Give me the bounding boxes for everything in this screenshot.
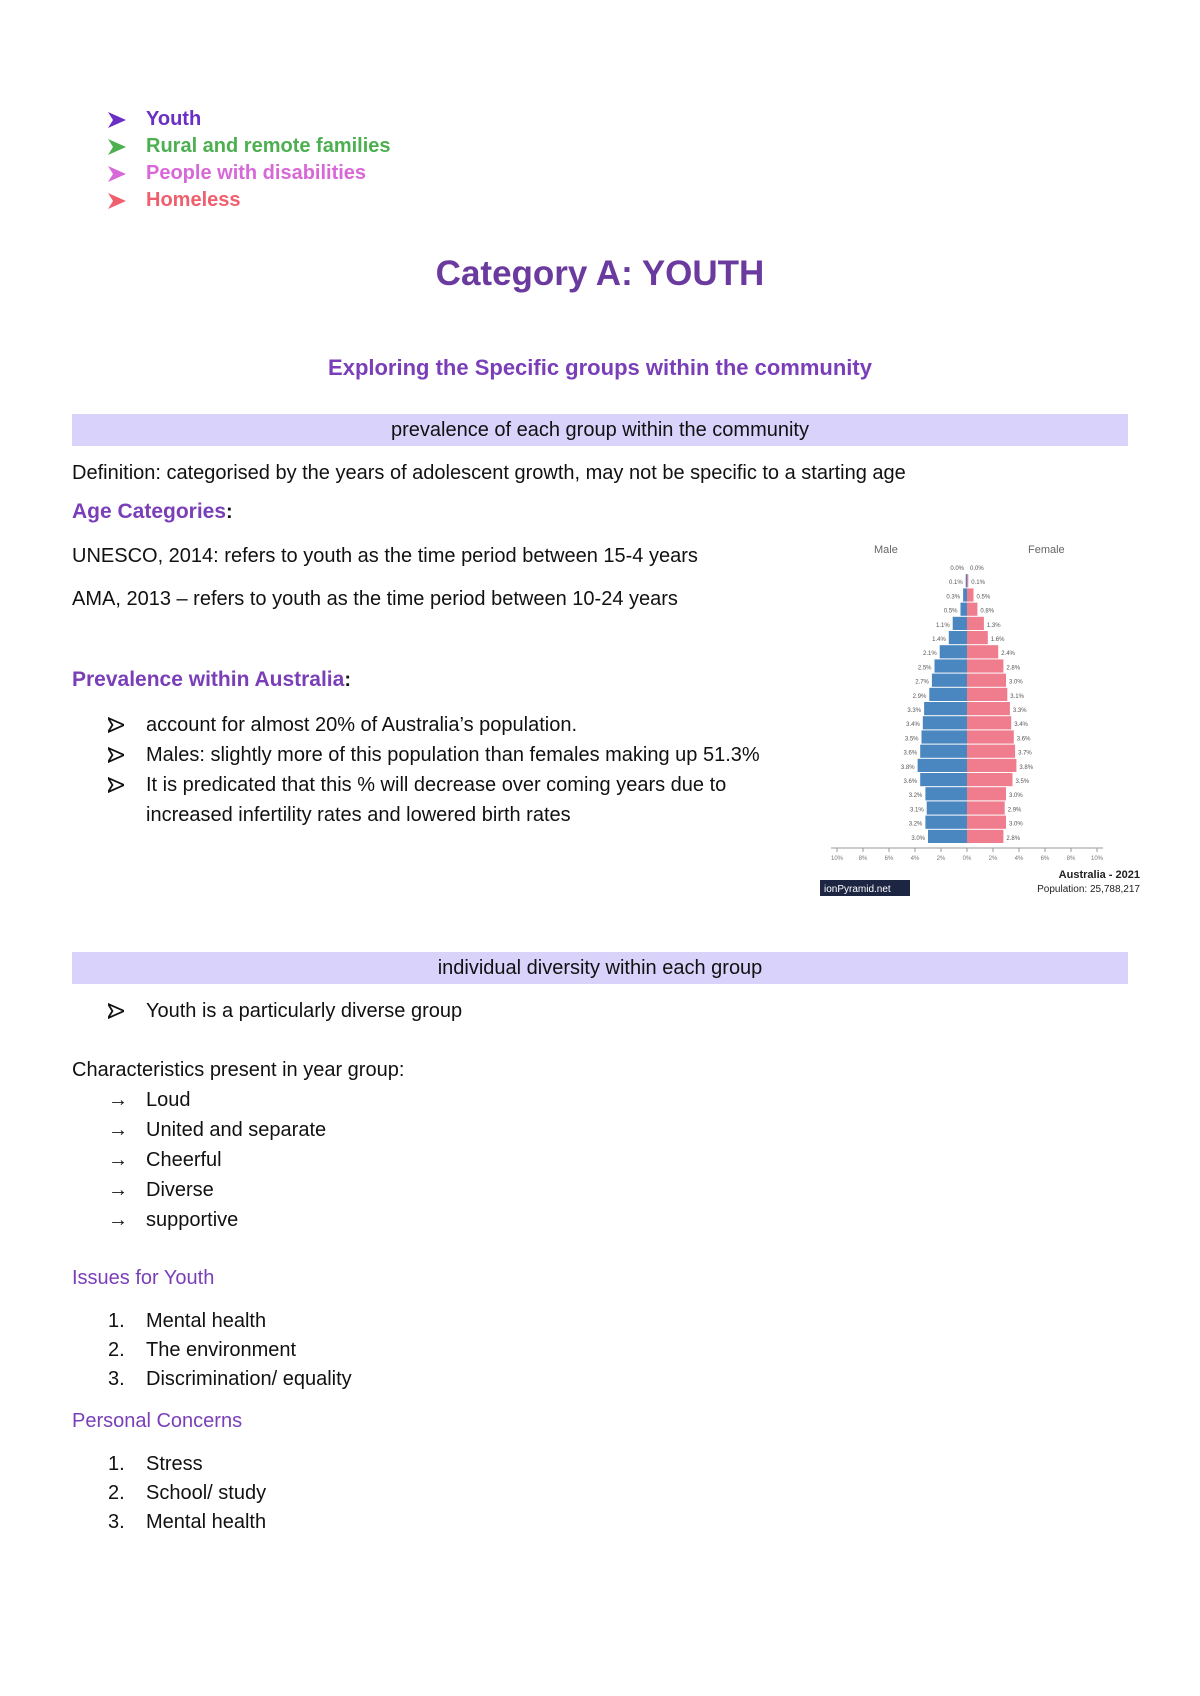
characteristic-text: supportive <box>146 1209 239 1231</box>
section-bar-diversity: individual diversity within each group <box>72 952 1128 984</box>
x-tick-label: 2% <box>988 856 998 862</box>
male-bar <box>932 674 967 687</box>
group-item-homeless <box>108 187 508 214</box>
female-bar <box>967 716 1011 729</box>
female-value-label: 0.8% <box>980 608 995 615</box>
male-bar <box>949 631 967 644</box>
female-value-label: 2.8% <box>1006 665 1021 672</box>
group-label: Rural and remote families <box>146 135 391 157</box>
x-tick-label: 6% <box>1040 856 1050 862</box>
female-bar <box>967 688 1007 701</box>
group-label: Homeless <box>146 189 241 211</box>
male-value-label: 3.6% <box>903 779 918 785</box>
arrow-bullet-icon <box>108 747 124 763</box>
female-value-label: 3.3% <box>1012 708 1027 714</box>
list-item <box>108 740 808 770</box>
unesco-text: UNESCO, 2014: refers to youth as the time period between 15-4 years <box>72 545 698 567</box>
female-bar <box>967 574 968 587</box>
group-item-youth <box>108 106 508 133</box>
arrow-bullet-icon <box>108 166 126 182</box>
heading-colon: : <box>344 669 351 691</box>
male-value-label: 0.3% <box>946 594 961 601</box>
male-value-label: 2.1% <box>923 651 937 658</box>
female-bar <box>967 787 1006 800</box>
population-pyramid-chart <box>820 538 1142 900</box>
female-bar <box>967 830 1003 843</box>
female-value-label: 2.8% <box>1006 835 1021 842</box>
bullet-text: Males: slightly more of this population than females making up 51.3% <box>146 744 760 766</box>
characteristic-text: United and separate <box>146 1119 327 1141</box>
source-label: ionPyramid.net <box>824 884 891 895</box>
arrow-right-icon: → <box>108 1089 128 1111</box>
population-label: Population: 25,788,217 <box>1037 884 1140 895</box>
issue-text: Mental health <box>146 1310 267 1332</box>
arrow-bullet-icon <box>108 777 124 793</box>
female-value-label: 3.6% <box>1016 736 1031 743</box>
list-number: 2. <box>108 1482 125 1504</box>
female-bar <box>967 816 1006 829</box>
female-bar <box>967 659 1003 672</box>
female-bar <box>967 759 1016 772</box>
concern-text: School/ study <box>146 1482 267 1504</box>
female-value-label: 0.1% <box>971 580 985 587</box>
female-bar <box>967 773 1013 786</box>
issue-text: The environment <box>146 1339 297 1361</box>
male-bar <box>923 716 967 729</box>
male-bar <box>940 645 967 658</box>
arrow-bullet-icon <box>108 112 126 128</box>
age-categories-label: Age Categories <box>72 500 227 523</box>
characteristic-text: Loud <box>146 1089 191 1111</box>
female-bar <box>967 645 998 658</box>
arrow-right-icon: → <box>108 1119 128 1141</box>
female-label: Female <box>1028 544 1065 556</box>
female-value-label: 1.6% <box>990 637 1005 643</box>
group-item-disabilities <box>108 160 508 187</box>
female-bar <box>967 617 984 630</box>
issue-text: Discrimination/ equality <box>146 1368 352 1390</box>
group-label: People with disabilities <box>146 162 367 184</box>
x-tick-label: 10% <box>1090 856 1104 862</box>
male-label: Male <box>874 544 898 556</box>
male-bar <box>920 773 967 786</box>
list-item <box>108 770 808 830</box>
male-value-label: 3.6% <box>903 750 918 757</box>
male-bar <box>925 787 967 800</box>
characteristic-text: Diverse <box>146 1179 214 1201</box>
bullet-text: Youth is a particularly diverse group <box>146 1000 463 1022</box>
female-value-label: 1.3% <box>986 622 1001 629</box>
female-value-label: 2.4% <box>1001 651 1015 658</box>
list-number: 1. <box>108 1453 125 1475</box>
characteristic-text: Cheerful <box>146 1149 222 1171</box>
bullet-text: It is predicated that this % will decrease over coming years due to increased infertility rates and lowered birth rates <box>146 774 727 826</box>
x-tick-label: 4% <box>1014 856 1024 862</box>
concerns-heading: Personal Concerns <box>72 1410 243 1432</box>
male-value-label: 1.1% <box>936 622 950 629</box>
female-value-label: 3.0% <box>1009 793 1023 800</box>
female-bar <box>967 801 1005 814</box>
male-bar <box>935 659 968 672</box>
issues-heading: Issues for Youth <box>72 1267 215 1289</box>
arrow-right-icon: → <box>108 1209 128 1231</box>
page-title: Category A: YOUTH <box>435 254 765 293</box>
male-value-label: 3.2% <box>908 821 923 828</box>
male-value-label: 2.7% <box>915 679 929 686</box>
ama-text: AMA, 2013 – refers to youth as the time period between 10-24 years <box>72 588 678 610</box>
heading-colon: : <box>226 501 233 523</box>
female-value-label: 3.8% <box>1019 764 1034 771</box>
female-bar <box>967 745 1015 758</box>
male-bar <box>953 617 967 630</box>
chart-title: Australia - 2021 <box>1058 869 1140 881</box>
group-list <box>108 106 508 214</box>
male-bar <box>966 574 967 587</box>
prevalence-label: Prevalence within Australia <box>72 668 345 691</box>
male-value-label: 3.0% <box>911 835 925 842</box>
male-value-label: 0.1% <box>949 580 963 587</box>
female-value-label: 3.0% <box>1009 821 1023 828</box>
x-tick-label: 0% <box>962 856 972 862</box>
page-subtitle: Exploring the Specific groups within the community <box>328 355 872 380</box>
female-value-label: 3.0% <box>1009 679 1023 686</box>
list-number: 2. <box>108 1339 125 1361</box>
female-bar <box>967 730 1014 743</box>
list-item <box>108 996 808 1026</box>
prevalence-heading <box>72 666 351 694</box>
bullet-text: account for almost 20% of Australia’s population. <box>146 714 577 736</box>
male-bar <box>963 588 967 601</box>
arrow-bullet-icon <box>108 193 126 209</box>
female-bar <box>967 674 1006 687</box>
arrow-bullet-icon <box>108 139 126 155</box>
female-value-label: 3.1% <box>1010 693 1024 700</box>
characteristics-heading: Characteristics present in year group: <box>72 1059 405 1081</box>
male-value-label: 3.5% <box>904 736 919 743</box>
female-value-label: 2.9% <box>1007 807 1022 814</box>
male-value-label: 1.4% <box>932 637 946 643</box>
arrow-bullet-icon <box>108 1003 124 1019</box>
male-value-label: 3.2% <box>908 793 923 800</box>
x-tick-label: 8% <box>858 856 868 862</box>
x-tick-label: 2% <box>936 856 946 862</box>
male-bar <box>918 759 967 772</box>
definition-text: Definition: categorised by the years of adolescent growth, may not be specific to a starting age <box>72 462 906 484</box>
male-value-label: 3.3% <box>907 708 922 714</box>
x-tick-label: 4% <box>910 856 920 862</box>
list-number: 3. <box>108 1511 125 1533</box>
x-tick-label: 6% <box>884 856 894 862</box>
pyramid-bars <box>901 566 1034 843</box>
male-bar <box>961 603 968 616</box>
male-bar <box>927 801 967 814</box>
female-value-label: 0.0% <box>970 566 984 572</box>
male-value-label: 0.0% <box>950 566 964 572</box>
male-bar <box>924 702 967 715</box>
age-categories-heading <box>72 498 233 526</box>
male-value-label: 0.5% <box>943 608 958 615</box>
female-value-label: 3.4% <box>1014 722 1028 729</box>
group-item-rural <box>108 133 508 160</box>
female-value-label: 3.5% <box>1015 779 1030 785</box>
female-value-label: 0.5% <box>976 594 991 601</box>
arrow-right-icon: → <box>108 1179 128 1201</box>
x-tick-label: 10% <box>830 856 844 862</box>
concern-text: Stress <box>146 1453 203 1475</box>
male-value-label: 3.4% <box>906 722 920 729</box>
arrow-right-icon: → <box>108 1149 128 1171</box>
arrow-bullet-icon <box>108 717 124 733</box>
male-bar <box>925 816 967 829</box>
male-bar <box>928 830 967 843</box>
female-value-label: 3.7% <box>1018 750 1032 757</box>
pyramid-axis <box>831 848 1104 862</box>
list-number: 1. <box>108 1310 125 1332</box>
male-bar <box>920 745 967 758</box>
male-value-label: 3.1% <box>910 807 924 814</box>
x-tick-label: 8% <box>1066 856 1076 862</box>
male-value-label: 2.9% <box>912 693 927 700</box>
diversity-bullets <box>108 996 808 1026</box>
group-label: Youth <box>146 108 202 130</box>
male-value-label: 3.8% <box>900 764 915 771</box>
list-number: 3. <box>108 1368 125 1390</box>
female-bar <box>967 631 988 644</box>
list-item <box>108 710 808 740</box>
male-bar <box>929 688 967 701</box>
male-bar <box>922 730 968 743</box>
female-bar <box>967 702 1010 715</box>
female-bar <box>967 603 977 616</box>
prevalence-bullets <box>108 710 808 830</box>
section-bar-prevalence: prevalence of each group within the community <box>72 414 1128 446</box>
concern-text: Mental health <box>146 1511 267 1533</box>
female-bar <box>967 588 974 601</box>
male-value-label: 2.5% <box>917 665 932 672</box>
